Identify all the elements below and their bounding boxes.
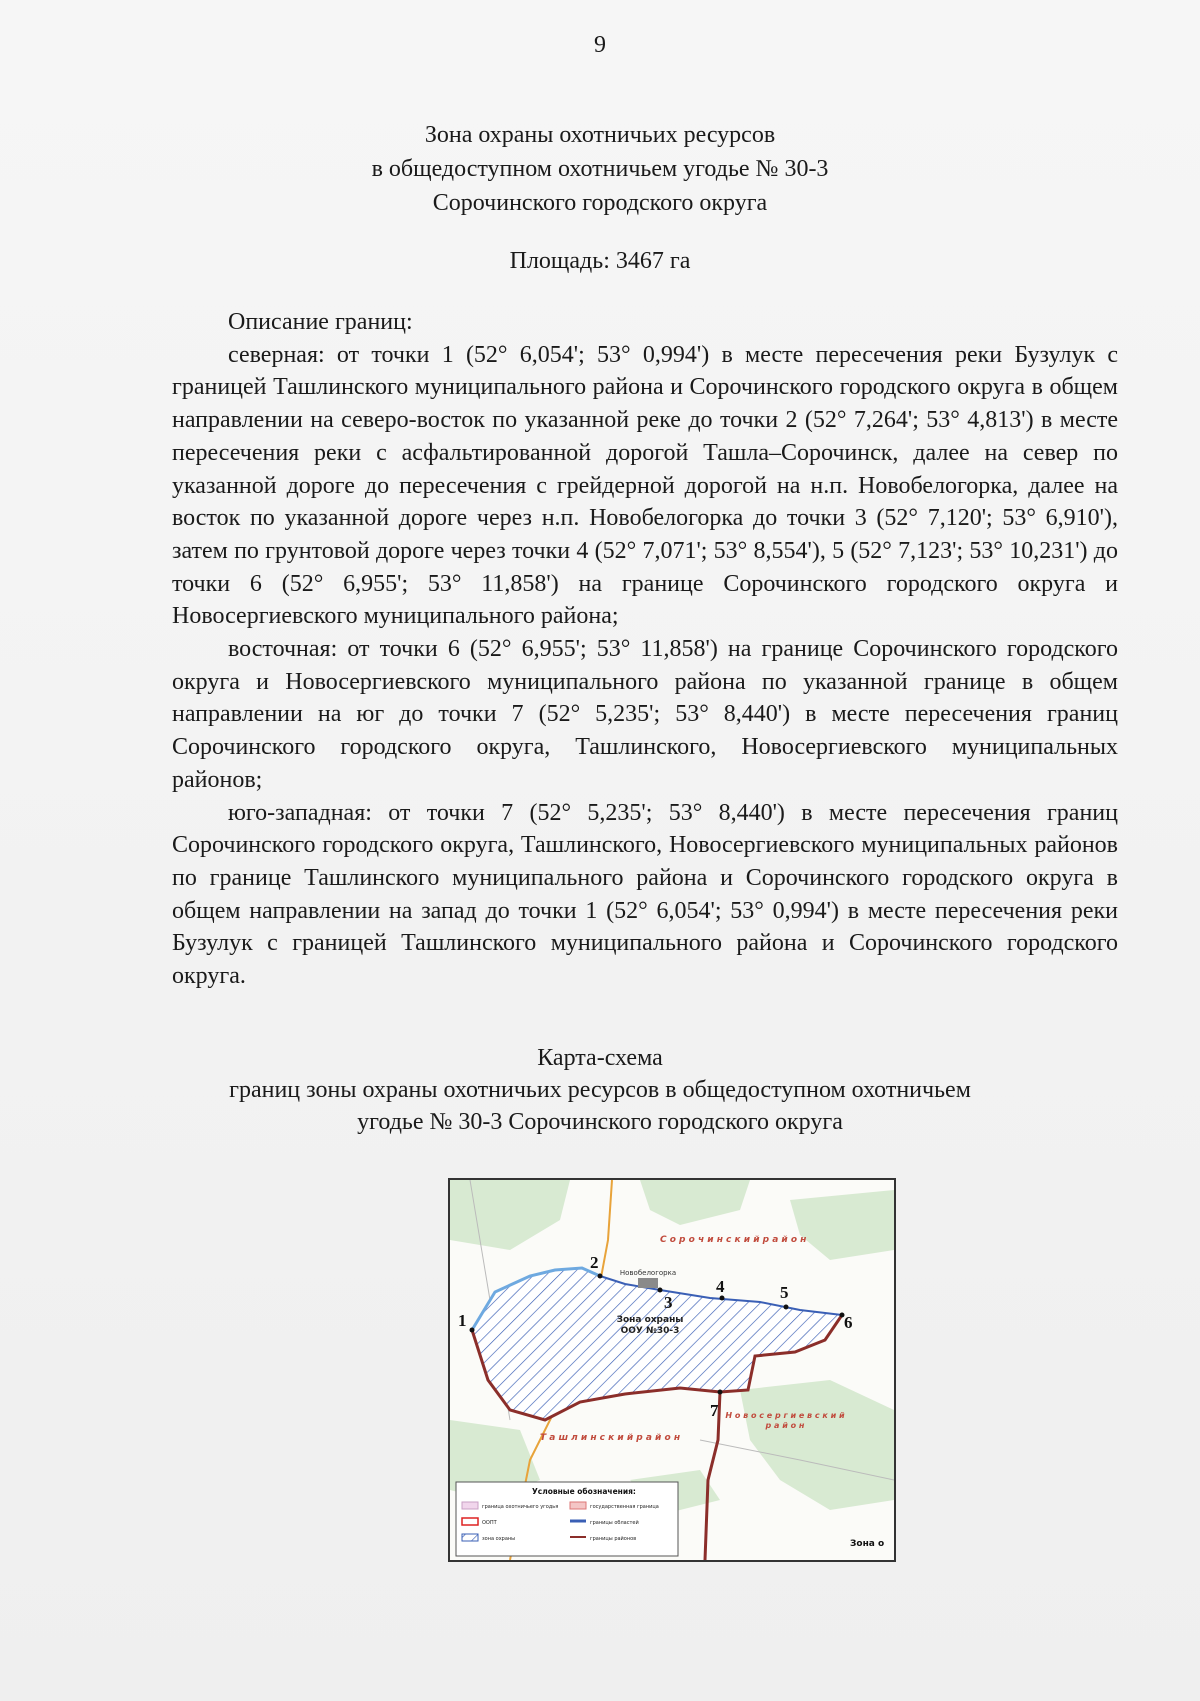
boundary-north: северная: от точки 1 (52° 6,054'; 53° 0,994') в месте пересечения реки Бузулук с границей Ташлинского муниципального района и Сорочинского городского округа в общем направлении на северо-восток по указанной реке до точки 2 (52° 7,264'; 53° 4,813') в месте пересечения реки с асфальтированной дорогой Ташла–Сорочинск, далее на север по указанной дороге до пересечения с грейдерной дорогой на н.п. Новобелогорка, далее на восток по указанной дороге через н.п. Новобелогорка до точки 3 (52° 7,120'; 53° 6,910'), затем по грунтовой дороге через точки 4 (52° 7,071'; 53° 8,554'), 5 (52° 7,123'; 53° 10,231') до точки 6 (52° 6,955'; 53° 11,858') на границе Сорочинского городского округа и Новосергиевского муниципального района; — [172, 341, 1118, 630]
title-line-1: Зона охраны охотничьих ресурсов — [424, 122, 776, 148]
boundary-east: восточная: от точки 6 (52° 6,955'; 53° 11,858') на границе Сорочинского городского округа и Новосергиевского муниципального района по указанной границе в общем направлении на юг до точки 7 (52° 5,235'; 53° 8,440') в месте пересечения границ Сорочинского городского округа, Ташлинского, Новосергиевского муниципальных районов; — [172, 636, 1118, 793]
point-label-6: 6 — [844, 1313, 853, 1332]
title-line-3: Сорочинского городского округа — [432, 190, 768, 216]
region-label-east-1: Н о в о с е р г и е в с к и й — [725, 1411, 845, 1420]
legend-swatch-protection-zone — [462, 1534, 478, 1541]
description-heading: Описание границ: — [228, 309, 413, 335]
page-number: 9 — [594, 32, 606, 58]
map-title — [0, 1042, 1200, 1138]
legend-item-protection-zone: зона охраны — [482, 1536, 516, 1542]
legend-item-district-border: границы районов — [590, 1536, 637, 1542]
zone-label-1: Зона охраны — [616, 1315, 684, 1325]
point-label-7: 7 — [710, 1401, 719, 1420]
map-title-line-1: Карта-схема — [537, 1045, 663, 1071]
legend-swatch-oopt — [462, 1518, 478, 1525]
boundary-point-3 — [658, 1288, 663, 1293]
map-svg — [450, 1180, 894, 1560]
region-label-east-2: р а й о н — [765, 1421, 805, 1430]
zone-label-2: ООУ №30-3 — [620, 1326, 680, 1336]
map-corner-text: Зона о — [850, 1539, 885, 1549]
legend-item-state-border: государственная граница — [590, 1504, 659, 1510]
legend-item-region-border: границы областей — [590, 1520, 639, 1526]
boundary-point-2 — [598, 1274, 603, 1279]
legend-swatch-hunting-ground — [462, 1502, 478, 1509]
boundary-point-7 — [718, 1390, 723, 1395]
point-label-1: 1 — [458, 1311, 467, 1330]
legend-item-oopt: ООПТ — [482, 1520, 497, 1526]
point-label-2: 2 — [590, 1253, 599, 1272]
legend-item-hunting-ground: граница охотничьего угодья — [482, 1504, 559, 1510]
document-title — [0, 118, 1200, 220]
boundary-description — [172, 306, 1118, 993]
title-line-2: в общедоступном охотничьем угодье № 30-3 — [371, 156, 829, 182]
point-label-3: 3 — [664, 1293, 673, 1312]
point-label-5: 5 — [780, 1283, 789, 1302]
point-label-4: 4 — [716, 1277, 725, 1296]
boundary-point-1 — [470, 1328, 475, 1333]
region-label-south: Т а ш л и н с к и й р а й о н — [540, 1433, 681, 1443]
settlement-marker — [638, 1278, 658, 1288]
map-title-line-3: угодье № 30-3 Сорочинского городского округа — [357, 1109, 843, 1135]
region-label-north: С о р о ч и н с к и й р а й о н — [660, 1235, 807, 1245]
settlement-label: Новобелогорка — [619, 1269, 677, 1277]
boundary-southwest: юго-западная: от точки 7 (52° 5,235'; 53° 8,440') в месте пересечения границ Сорочинского городского округа, Ташлинского, Новосергиевского муниципальных районов по границе Ташлинского муниципального района и Сорочинского городского округа в общем направлении на запад до точки 1 (52° 6,054'; 53° 0,994') в месте пересечения реки Бузулук с границей Ташлинского муниципального района и Сорочинского городского округа. — [172, 799, 1118, 990]
area-value: Площадь: 3467 га — [509, 248, 691, 274]
map-legend — [456, 1482, 678, 1556]
legend-title: Условные обозначения: — [532, 1487, 636, 1496]
legend-swatch-state-border — [570, 1502, 586, 1509]
boundary-point-5 — [784, 1305, 789, 1310]
map-scheme — [448, 1178, 896, 1562]
map-title-line-2: границ зоны охраны охотничьих ресурсов в общедоступном охотничьем — [229, 1077, 971, 1103]
boundary-point-4 — [720, 1296, 725, 1301]
